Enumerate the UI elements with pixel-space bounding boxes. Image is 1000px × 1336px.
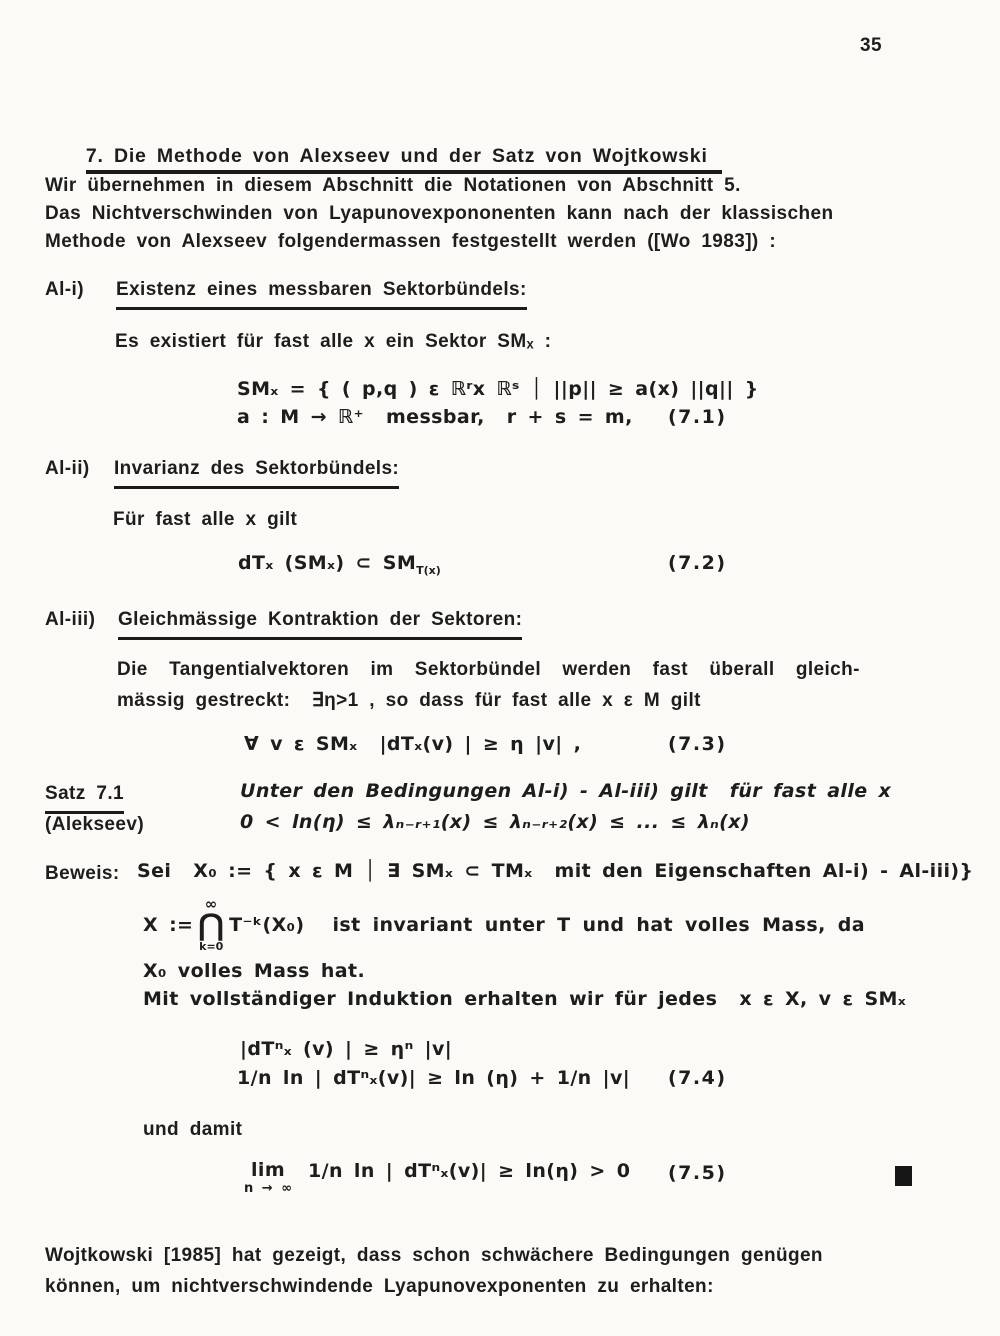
condition-title: Invarianz des Sektorbündels:: [114, 455, 399, 489]
intro-line: Wir übernehmen in diesem Abschnitt die Notationen von Abschnitt 5.: [45, 175, 741, 196]
equation-formula: |dTⁿₓ (v) | ≥ ηⁿ |v|: [240, 1038, 453, 1060]
condition-al-iii-body: [117, 654, 860, 716]
condition-al-ii-body: Für fast alle x gilt: [113, 509, 298, 530]
x-definition-formula: [143, 896, 865, 954]
equation-formula: ∀ v ε SMₓ |dTₓ(v) | ≥ η |v| ,: [244, 733, 582, 755]
closing-paragraph: [45, 1240, 823, 1302]
x-def-term: T⁻ᵏ(X₀): [229, 914, 305, 936]
limit-stack: [244, 1160, 292, 1197]
equation-label: (7.5): [668, 1162, 727, 1184]
condition-title: Existenz eines messbaren Sektorbündels:: [116, 276, 527, 310]
equation-label: (7.4): [668, 1067, 727, 1089]
equation-label: (7.1): [668, 406, 727, 428]
equation-formula: [244, 1160, 630, 1197]
index-lower-bound: k=0: [199, 940, 224, 954]
theorem-statement-line: Unter den Bedingungen Al-i) - Al-iii) gilt für fast alle x: [240, 780, 892, 802]
proof-line: X₀ volles Mass hat.: [143, 960, 366, 982]
equation-label: (7.3): [668, 733, 727, 755]
infinity-symbol: ∞: [204, 894, 218, 913]
intro-line: Das Nichtverschwinden von Lyapunovexpononenten kann nach der klassischen: [45, 203, 834, 224]
qed-square-icon: [895, 1166, 912, 1186]
theorem-statement-line: 0 < ln(η) ≤ λₙ₋ᵣ₊₁(x) ≤ λₙ₋ᵣ₊₂(x) ≤ ... ≤ λₙ(x): [240, 811, 751, 833]
connector-text: und damit: [143, 1119, 243, 1140]
condition-label: Al-i): [45, 279, 84, 300]
lim-symbol: lim: [251, 1159, 286, 1181]
condition-label: Al-ii): [45, 458, 90, 479]
equation-formula: a : M → ℝ⁺ messbar, r + s = m,: [237, 406, 633, 428]
condition-title: Gleichmässige Kontraktion der Sektoren:: [118, 606, 522, 640]
section-heading-text: 7. Die Methode von Alexseev und der Satz von Wojtkowski: [86, 145, 722, 174]
intro-paragraph: [45, 172, 833, 256]
theorem-label: Satz 7.1: [45, 780, 124, 814]
body-line: mässig gestreckt: ∃η>1 , so dass für fast alle x ε M gilt: [117, 690, 701, 711]
condition-al-i-body: Es existiert für fast alle x ein Sektor SMₓ :: [115, 331, 552, 352]
x-def-text: ist invariant unter T und hat volles Mass, da: [332, 914, 865, 936]
equation-formula: 1/n ln | dTⁿₓ(v)| ≥ ln (η) + 1/n |v|: [237, 1067, 631, 1089]
proof-line: Sei X₀ := { x ε M │ ∃ SMₓ ⊂ TMₓ mit den Eigenschaften Al-i) - Al-iii)}: [137, 860, 974, 882]
page-number: 35: [860, 35, 882, 56]
proof-label: Beweis:: [45, 863, 120, 884]
limit-body: 1/n ln | dTⁿₓ(v)| ≥ ln(η) > 0: [308, 1160, 631, 1182]
intro-line: Methode von Alexseev folgendermassen festgestellt werden ([Wo 1983]) :: [45, 231, 777, 252]
limit-subscript: n → ∞: [244, 1180, 293, 1196]
body-line: Die Tangentialvektoren im Sektorbündel werden fast überall gleich-: [117, 659, 860, 680]
theorem-attribution: (Alekseev): [45, 814, 145, 835]
subscript: T(x): [416, 563, 441, 577]
intersection-symbol: ⋂: [198, 907, 225, 943]
proof-line: Mit vollständiger Induktion erhalten wir für jedes x ε X, v ε SMₓ: [143, 988, 907, 1010]
closing-line: Wojtkowski [1985] hat gezeigt, dass schon schwächere Bedingungen genügen: [45, 1245, 823, 1266]
intersection-stack: [198, 894, 225, 954]
condition-label: Al-iii): [45, 609, 96, 630]
x-def-prefix: X :=: [143, 914, 194, 936]
equation-formula: SMₓ = { ( p,q ) ε ℝʳx ℝˢ │ ||p|| ≥ a(x) ||q|| }: [237, 378, 759, 400]
closing-line: können, um nichtverschwindende Lyapunovexponenten zu erhalten:: [45, 1276, 714, 1297]
equation-label: (7.2): [668, 552, 727, 574]
equation-formula: dTₓ (SMₓ) ⊂ $SM_{T(x)}$: [238, 552, 441, 577]
